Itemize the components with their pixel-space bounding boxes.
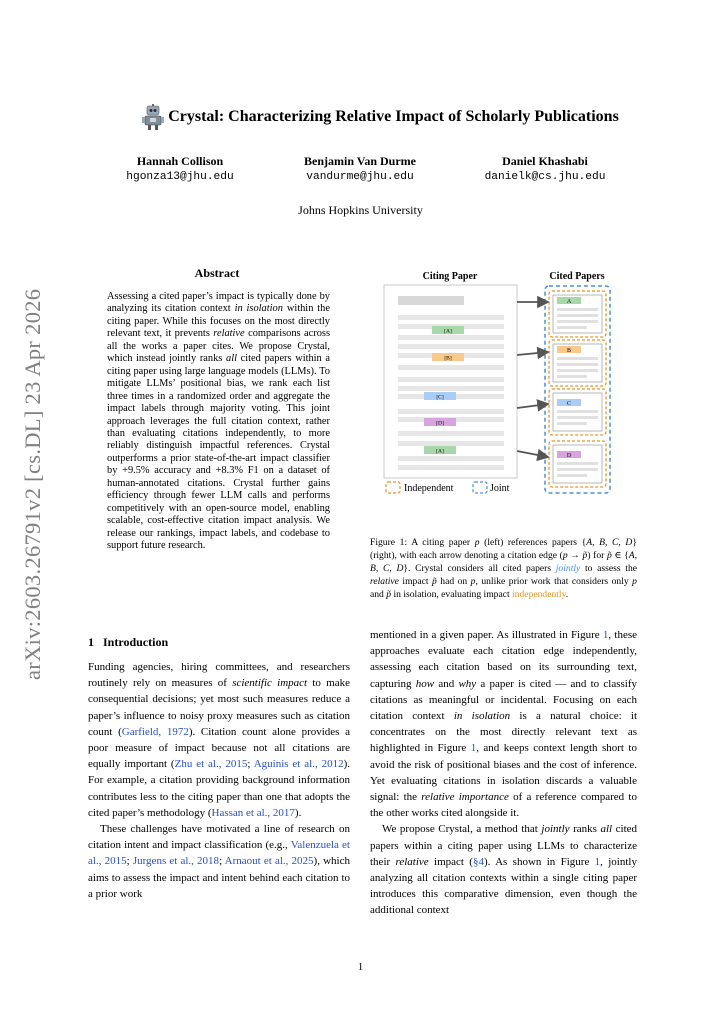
abstract-emph: in isolation xyxy=(234,303,283,315)
intro-left-column: Funding agencies, hiring committees, and researchers routinely rely on measures of scientific impact to make consequential decisions; yet most such measures reduce a paper’s influence to noisy proxy measures such as citation count (Garfield, 1972). Citation count alone provides a poor measure of impact because not all citations are equally important (Zhu et al., 2015; Aguinis et al., 2012). For example, a citation providing background information contributes less to the citing paper than one that adopts the cited paper’s methodology (Hassan et al., 2017). These challenges have motivated a line of research on citation intent and impact classification (e.g., Valenzuela et al., 2015; Jurgens et al., 2018; Arnaout et al., 2025), which aims to assess the impact and intent behind each citation to a prior work xyxy=(88,661,351,900)
cite-link[interactable]: Aguinis et al., 2012 xyxy=(253,758,344,771)
legend-joint-swatch xyxy=(473,482,487,493)
legend-independent-label: Independent xyxy=(404,483,454,494)
abstract-text: Assessing a cited paper’s impact is typically done by analyzing its citation context xyxy=(107,291,330,315)
cited-paper-d xyxy=(549,441,606,487)
cite-link[interactable]: Hassan et al., 2017 xyxy=(211,806,295,819)
author-email: hgonza13@jhu.edu xyxy=(126,171,234,183)
svg-text:D: D xyxy=(566,453,572,459)
paper-title xyxy=(100,104,660,130)
robot-logo-icon xyxy=(141,104,165,130)
author-name: Hannah Collison xyxy=(136,154,224,168)
cite-link[interactable]: Arnaout et al., 2025 xyxy=(224,855,314,868)
section-ref-link[interactable]: §4 xyxy=(472,855,484,868)
independently-word: independently xyxy=(512,589,566,600)
cited-paper-b xyxy=(549,340,606,386)
paper-title-text: Crystal: Characterizing Relative Impact of Scholarly Publications xyxy=(168,108,619,125)
figure-1-diagram xyxy=(370,265,640,500)
author-name: Daniel Khashabi xyxy=(502,154,588,168)
cited-paper-a xyxy=(549,291,606,337)
fig-ref-link[interactable]: 1 xyxy=(602,629,609,641)
author-name: Benjamin Van Durme xyxy=(303,154,416,168)
svg-text:A: A xyxy=(566,299,572,305)
cited-paper-c xyxy=(549,389,606,435)
svg-text:[A]: [A] xyxy=(436,448,444,455)
svg-text:C: C xyxy=(566,401,572,407)
citing-title-bar xyxy=(398,296,464,305)
cite-link[interactable]: Garfield, 1972 xyxy=(121,725,189,738)
svg-text:[C]: [C] xyxy=(436,394,444,401)
abstract-emph: relative xyxy=(213,328,245,340)
intro-right-column: mentioned in a given paper. As illustrated in Figure 1, these approaches evaluate each citation edge independently, assessing each citation based on its surrounding text, capturing how and why a paper is cited — and to classify citations as meaningful or incidental. Focusing on each citation context in isolation is a natural choice: it concentrates on the most directly relevant text as highlighted in Figure 1, and keeps context length short to avoid the risk of positional biases and the cost of inference. Yet evaluating citations in isolation discards a valuable signal: the relative importance of a reference compared to the other works cited alongside it. We propose Crystal, a method that jointly ranks all cited papers within a citing paper using LLMs to characterize their relative impact (§4). As shown in Figure 1, jointly analyzing all citation contexts within a single citing paper introduces this comparative dimension, even though the additional context xyxy=(370,629,638,917)
author-2 xyxy=(285,154,435,183)
author-email: danielk@cs.jhu.edu xyxy=(484,171,606,183)
abstract-text: comparisons across all the works a paper cites. We propose Crystal, which instead jointly ranks xyxy=(107,328,330,365)
legend-joint-label: Joint xyxy=(490,483,510,494)
affiliation: Johns Hopkins University xyxy=(298,203,423,217)
author-3 xyxy=(470,154,620,183)
abstract-text: within the citing paper. While this focuses on the most directly relevant text, it prevents xyxy=(107,303,330,340)
section-heading: 1 Introduction xyxy=(88,635,169,649)
svg-text:[A]: [A] xyxy=(444,328,452,335)
svg-text:[D]: [D] xyxy=(436,420,444,427)
author-1 xyxy=(110,154,250,183)
abstract-heading: Abstract xyxy=(194,266,240,280)
cite-link[interactable]: Zhu et al., 2015 xyxy=(174,758,248,771)
abstract-emph: all xyxy=(226,353,237,365)
svg-text:[B]: [B] xyxy=(444,355,452,362)
fig-ref-link[interactable]: 1 xyxy=(470,742,477,755)
svg-text:B: B xyxy=(566,348,572,354)
abstract-body xyxy=(107,291,330,553)
cited-papers-label: Cited Papers xyxy=(549,271,605,282)
figure-1-caption: Figure 1: A citing paper p (left) references papers {A, B, C, D} (right), with each arrow denoting a citation edge (p → p̃) for p̃ ∈ {A, B, C, D}. Crystal considers all cited papers jointly to assess the relative impact p̃ had on p, unlike prior work that considers only p and p̃ in isolation, evaluating impact independently. xyxy=(370,537,637,600)
abstract-text: cited papers within a citing paper using large language models (LLMs). To mitigate LLMs’ positional bias, we rank each list three times in a randomized order and aggregate the impact labels through majority voting. This joint approach leverages the full citation context, rather than evaluating citations independently, to more reliably distinguish impactful references. Crystal outperforms a prior state-of-the-art impact classifier by +9.5% accuracy and +8.3% F1 on a dataset of human-annotated citations. Crystal further gains efficiency through fewer LLM calls and performs competitively with an open-source model, enabling scalable, cost-effective citation impact analysis. We release our rankings, impact labels, and codebase to support future research. xyxy=(107,353,330,552)
legend-independent-swatch xyxy=(386,482,400,493)
citing-paper-label: Citing Paper xyxy=(422,271,478,282)
cite-link[interactable]: Jurgens et al., 2018 xyxy=(132,855,220,868)
author-email: vandurme@jhu.edu xyxy=(306,171,414,183)
cite-link[interactable]: Valenzuela et al., 2015 xyxy=(88,839,350,868)
arxiv-sidebar-identifier: arXiv:2603.26791v2 [cs.DL] 23 Apr 2026 xyxy=(20,288,45,680)
jointly-word: jointly xyxy=(555,563,581,574)
fig-ref-link[interactable]: 1 xyxy=(594,855,601,868)
citation-arrows xyxy=(517,302,548,457)
page-number: 1 xyxy=(357,961,364,973)
